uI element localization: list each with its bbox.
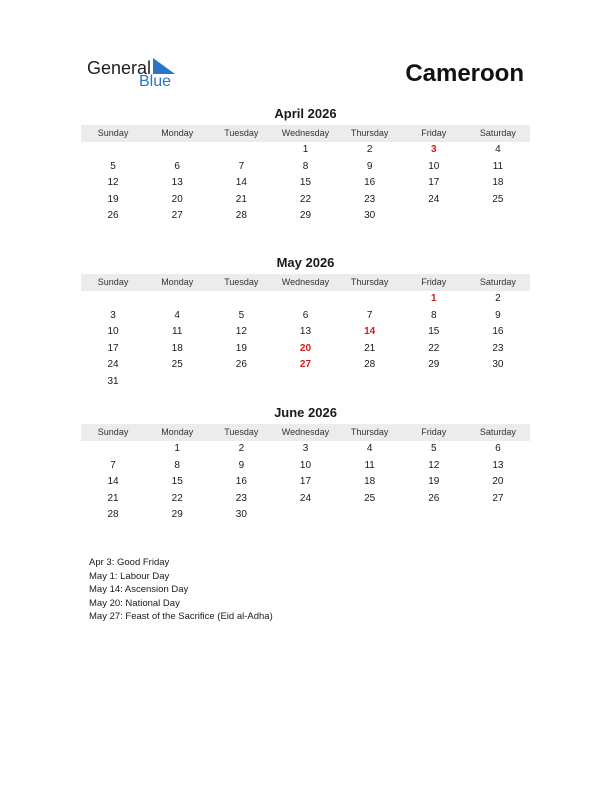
day-cell: 2 xyxy=(495,293,501,304)
holiday-list xyxy=(89,556,273,624)
day-cell: 24 xyxy=(428,193,440,205)
holiday-date: 1 xyxy=(430,293,437,304)
day-cell: 13 xyxy=(492,459,504,471)
month-may xyxy=(81,255,530,390)
weekday-label: Tuesday xyxy=(224,128,259,138)
day-cell: 30 xyxy=(235,509,247,520)
day-cell: 23 xyxy=(492,342,504,354)
day-cell: 11 xyxy=(364,459,375,471)
day-cell: 16 xyxy=(364,177,376,188)
weekday-label: Friday xyxy=(421,128,447,138)
logo-general-text: General xyxy=(87,58,152,78)
weekday-label: Wednesday xyxy=(281,277,330,287)
day-cell: 26 xyxy=(428,492,440,504)
day-cell xyxy=(273,291,337,308)
month-april xyxy=(81,106,530,225)
day-cell: 21 xyxy=(107,492,119,504)
weekday-label: Friday xyxy=(421,277,447,287)
holiday-date: 20 xyxy=(299,342,312,354)
week-row xyxy=(81,324,530,341)
weekday-label: Friday xyxy=(421,427,447,437)
month-title: April 2026 xyxy=(274,106,337,121)
week-row xyxy=(81,491,530,508)
day-cell xyxy=(145,291,209,308)
day-cell: 10 xyxy=(107,326,119,337)
day-cell: 15 xyxy=(428,326,440,337)
day-cell: 6 xyxy=(495,443,501,454)
day-cell: 28 xyxy=(235,210,247,221)
weekday-label: Monday xyxy=(161,277,194,287)
month-title: June 2026 xyxy=(274,405,337,420)
day-cell: 23 xyxy=(235,492,247,504)
weekday-label: Sunday xyxy=(97,128,129,138)
day-cell: 1 xyxy=(302,144,309,155)
day-cell: 18 xyxy=(364,476,376,487)
day-cell xyxy=(273,374,337,391)
holiday-entry: May 14: Ascension Day xyxy=(89,584,189,595)
day-cell: 10 xyxy=(428,160,440,172)
day-cell: 28 xyxy=(107,509,119,520)
day-cell: 14 xyxy=(235,177,247,188)
day-cell: 3 xyxy=(302,443,309,454)
weekday-label: Sunday xyxy=(97,427,129,437)
day-cell: 7 xyxy=(366,309,373,321)
day-cell: 5 xyxy=(430,443,437,454)
week-row xyxy=(81,208,530,225)
day-cell: 17 xyxy=(299,476,312,487)
holiday-entry: May 1: Labour Day xyxy=(89,570,170,582)
weekday-label: Saturday xyxy=(479,427,516,437)
country-title: Cameroon xyxy=(405,60,524,87)
day-cell: 23 xyxy=(364,193,376,205)
holiday-date: 3 xyxy=(430,144,437,155)
day-cell: 19 xyxy=(428,476,440,487)
day-cell: 25 xyxy=(364,492,376,504)
day-cell: 17 xyxy=(107,342,119,354)
weekday-label: Thursday xyxy=(350,427,389,437)
week-row xyxy=(81,308,530,325)
day-cell: 25 xyxy=(171,359,183,370)
day-cell xyxy=(209,291,273,308)
week-row xyxy=(81,159,530,176)
week-row xyxy=(81,374,530,391)
month-june xyxy=(81,405,530,524)
day-cell: 18 xyxy=(171,342,183,354)
day-cell xyxy=(466,507,530,524)
day-cell: 19 xyxy=(235,342,247,354)
month-title: May 2026 xyxy=(276,255,335,270)
day-cell: 12 xyxy=(107,177,119,188)
day-cell: 24 xyxy=(299,492,312,504)
week-row xyxy=(81,192,530,209)
week-row xyxy=(81,175,530,192)
holiday-entry: Apr 3: Good Friday xyxy=(89,557,170,568)
day-cell xyxy=(209,142,273,159)
weekday-label: Wednesday xyxy=(281,128,330,138)
day-cell: 12 xyxy=(235,326,247,337)
day-cell xyxy=(402,507,466,524)
holiday-date: 14 xyxy=(364,326,376,337)
holiday-date: 27 xyxy=(299,359,312,370)
day-cell: 6 xyxy=(302,309,309,321)
weekday-label: Saturday xyxy=(479,128,516,138)
week-row xyxy=(81,142,530,159)
day-cell: 4 xyxy=(495,144,501,155)
weekday-label: Tuesday xyxy=(224,427,259,437)
day-cell: 28 xyxy=(364,359,376,370)
holiday-entry: May 27: Feast of the Sacrifice (Eid al-Adha) xyxy=(89,611,273,622)
day-cell: 13 xyxy=(299,326,312,337)
day-cell: 22 xyxy=(299,193,312,205)
weekday-label: Monday xyxy=(161,427,194,437)
day-cell: 20 xyxy=(492,476,504,487)
day-cell: 22 xyxy=(428,342,440,354)
weekday-label: Monday xyxy=(161,128,194,138)
day-cell xyxy=(466,208,530,225)
day-cell: 27 xyxy=(492,492,504,504)
weekday-label: Thursday xyxy=(350,277,389,287)
week-row xyxy=(81,441,530,458)
week-row xyxy=(81,291,530,308)
day-cell xyxy=(81,441,145,458)
day-cell: 2 xyxy=(366,144,373,155)
day-cell: 8 xyxy=(174,459,180,471)
day-cell: 11 xyxy=(172,326,183,337)
day-cell: 3 xyxy=(110,309,116,321)
day-cell: 25 xyxy=(492,193,504,205)
day-cell: 11 xyxy=(492,160,504,172)
day-cell: 15 xyxy=(171,476,183,487)
logo xyxy=(87,56,187,92)
weekday-header xyxy=(81,424,530,441)
day-cell: 1 xyxy=(174,443,180,454)
day-cell: 15 xyxy=(299,177,312,188)
logo-blue-text: Blue xyxy=(139,73,172,90)
day-cell xyxy=(145,374,209,391)
day-cell: 29 xyxy=(428,359,440,370)
week-row xyxy=(81,458,530,475)
day-cell: 30 xyxy=(364,210,376,221)
day-cell: 29 xyxy=(299,210,312,221)
day-cell: 21 xyxy=(364,342,376,354)
day-cell xyxy=(145,142,209,159)
day-cell xyxy=(81,142,145,159)
day-cell xyxy=(273,507,337,524)
day-cell: 16 xyxy=(492,326,504,337)
holiday-entry: May 20: National Day xyxy=(89,597,180,609)
day-cell: 29 xyxy=(171,509,183,520)
day-cell: 24 xyxy=(107,359,119,370)
day-cell: 14 xyxy=(107,476,119,487)
day-cell: 9 xyxy=(366,160,373,172)
weekday-header xyxy=(81,125,530,142)
day-cell: 7 xyxy=(110,459,116,471)
day-cell: 8 xyxy=(302,160,309,172)
day-cell xyxy=(338,507,402,524)
week-row xyxy=(81,357,530,374)
day-cell: 8 xyxy=(430,309,437,321)
weekday-header xyxy=(81,274,530,291)
day-cell: 9 xyxy=(495,309,501,321)
day-cell: 30 xyxy=(492,359,504,370)
day-cell xyxy=(338,291,402,308)
weekday-label: Wednesday xyxy=(281,427,330,437)
day-cell: 4 xyxy=(174,309,180,321)
day-cell: 5 xyxy=(110,160,116,172)
day-cell: 31 xyxy=(107,375,119,387)
day-cell: 22 xyxy=(171,492,183,504)
day-cell: 19 xyxy=(107,193,119,205)
day-cell: 4 xyxy=(366,443,373,454)
day-cell: 26 xyxy=(235,359,247,370)
day-cell: 20 xyxy=(171,193,183,205)
day-cell: 13 xyxy=(171,177,183,188)
day-cell: 27 xyxy=(171,210,183,221)
day-cell xyxy=(402,208,466,225)
weekday-label: Thursday xyxy=(350,128,389,138)
weekday-label: Tuesday xyxy=(224,277,259,287)
week-row xyxy=(81,507,530,524)
day-cell: 5 xyxy=(238,309,245,321)
day-cell: 26 xyxy=(107,210,119,221)
day-cell: 17 xyxy=(428,177,440,188)
week-row xyxy=(81,474,530,491)
day-cell: 16 xyxy=(235,476,247,487)
day-cell: 21 xyxy=(235,193,247,205)
day-cell xyxy=(466,374,530,391)
weekday-label: Sunday xyxy=(97,277,129,287)
day-cell xyxy=(81,291,145,308)
weekday-label: Saturday xyxy=(479,277,516,287)
day-cell xyxy=(338,374,402,391)
day-cell xyxy=(209,374,273,391)
day-cell: 9 xyxy=(238,459,245,471)
week-row xyxy=(81,341,530,358)
day-cell: 6 xyxy=(174,160,180,172)
day-cell: 18 xyxy=(492,177,504,188)
day-cell: 7 xyxy=(238,160,245,172)
day-cell xyxy=(402,374,466,391)
day-cell: 12 xyxy=(428,459,440,471)
day-cell: 10 xyxy=(299,459,312,471)
day-cell: 2 xyxy=(238,443,245,454)
